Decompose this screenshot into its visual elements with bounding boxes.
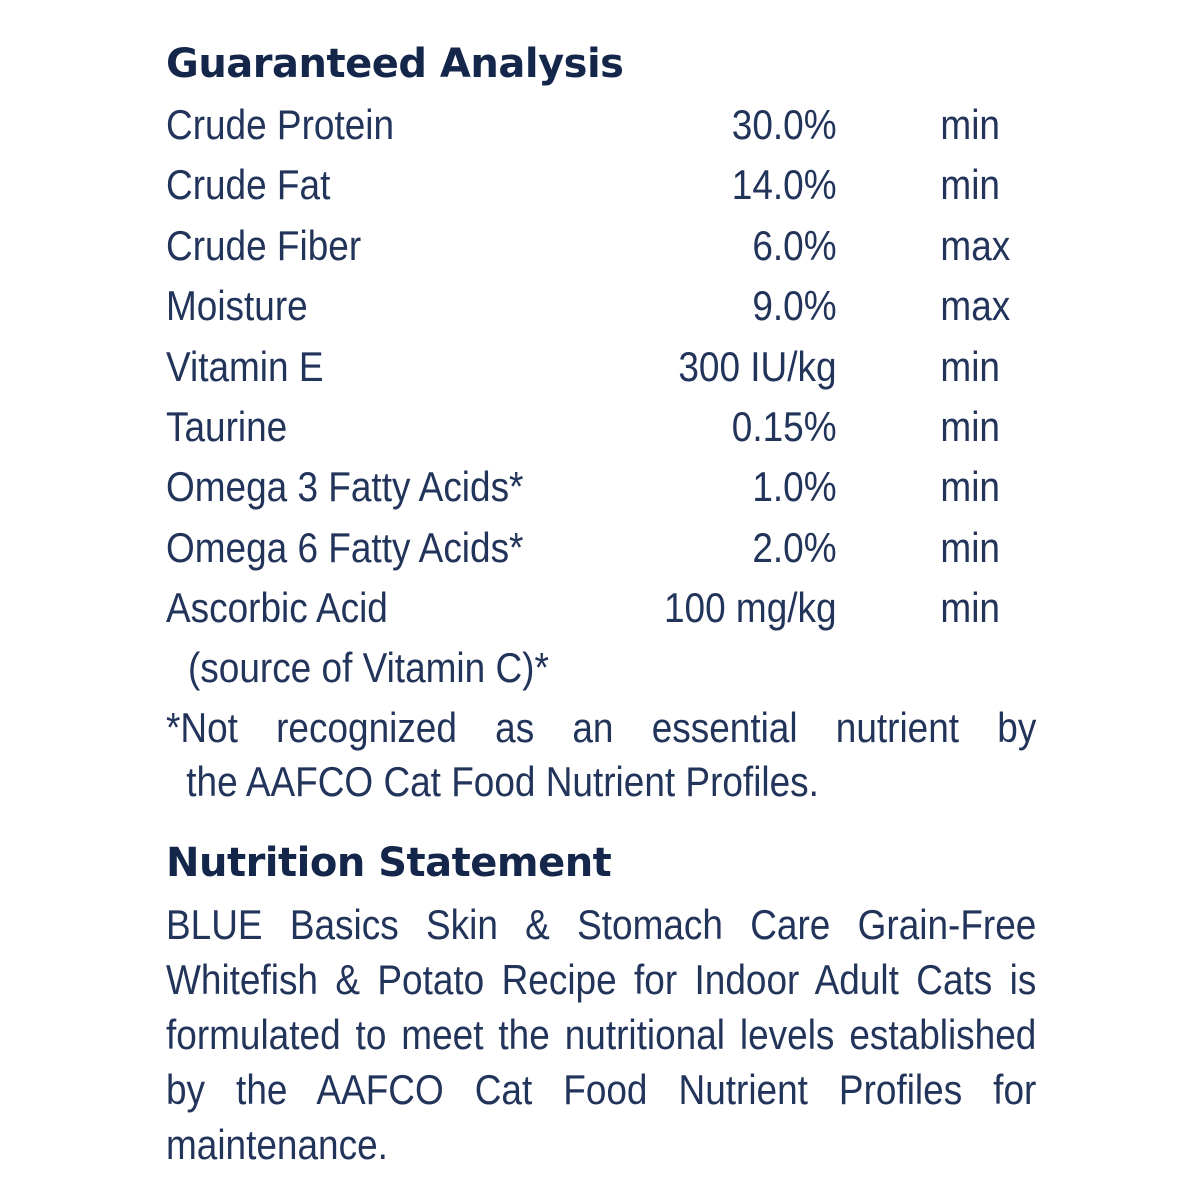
nutrient-value: 9.0% [752, 282, 837, 330]
nutrient-name: Moisture [166, 282, 308, 330]
statement-line: formulated to meet the nutritional levels established [166, 1010, 1037, 1058]
nutrient-unit: min [940, 523, 1000, 571]
nutrition-statement-text [166, 897, 1036, 1172]
nutrition-statement-title: Nutrition Statement [166, 839, 612, 886]
statement-line: by the AAFCO Cat Food Nutrient Profiles for [166, 1065, 1037, 1113]
nutrient-value: 6.0% [752, 221, 837, 269]
nutrient-value: 0.15% [731, 402, 837, 450]
nutrient-unit: min [940, 101, 1000, 148]
nutrient-name: Ascorbic Acid [166, 584, 388, 632]
statement-line: Whitefish & Potato Recipe for Indoor Adult Cats is [166, 955, 1037, 1003]
nutrient-unit: min [940, 402, 1000, 450]
nutrient-name: Omega 6 Fatty Acids* [166, 523, 524, 571]
ascorbic-acid-note: (source of Vitamin C)* [188, 643, 549, 691]
nutrient-unit: min [940, 584, 1000, 632]
nutrient-value: 100 mg/kg [663, 584, 837, 632]
analysis-row [166, 578, 1036, 638]
nutrient-name: Omega 3 Fatty Acids* [166, 463, 524, 511]
analysis-row [166, 518, 1036, 578]
nutrient-value: 14.0% [731, 161, 837, 209]
footnote-line: *Not recognized as an essential nutrient by [166, 703, 1037, 751]
guaranteed-analysis-title: Guaranteed Analysis [166, 41, 624, 87]
nutrient-name: Crude Fiber [166, 221, 362, 269]
statement-line: maintenance. [166, 1120, 388, 1168]
nutrient-name: Crude Protein [166, 101, 395, 148]
nutrient-value: 30.0% [731, 101, 837, 148]
footnote [166, 701, 1036, 809]
analysis-row [166, 397, 1036, 457]
nutrient-unit: min [940, 463, 1000, 511]
statement-line: BLUE Basics Skin & Stomach Care Grain-Free [166, 900, 1037, 948]
nutrient-name: Vitamin E [166, 342, 324, 390]
nutrient-unit: min [940, 342, 1000, 390]
nutrient-value: 1.0% [752, 463, 837, 511]
nutrient-value: 2.0% [752, 523, 837, 571]
footnote-line: the AAFCO Cat Food Nutrient Profiles. [186, 757, 819, 805]
analysis-row [166, 95, 1036, 155]
analysis-row [166, 155, 1036, 215]
nutrient-unit: max [940, 221, 1011, 269]
nutrient-unit: min [940, 161, 1000, 209]
analysis-row [166, 457, 1036, 517]
analysis-table [166, 95, 1036, 639]
analysis-row [166, 276, 1036, 336]
nutrient-name: Crude Fat [166, 161, 331, 209]
analysis-row [166, 216, 1036, 276]
analysis-row [166, 337, 1036, 397]
nutrition-label [166, 36, 1036, 1172]
nutrient-value: 300 IU/kg [678, 342, 837, 390]
nutrient-unit: max [940, 282, 1011, 330]
nutrient-name: Taurine [166, 402, 288, 450]
